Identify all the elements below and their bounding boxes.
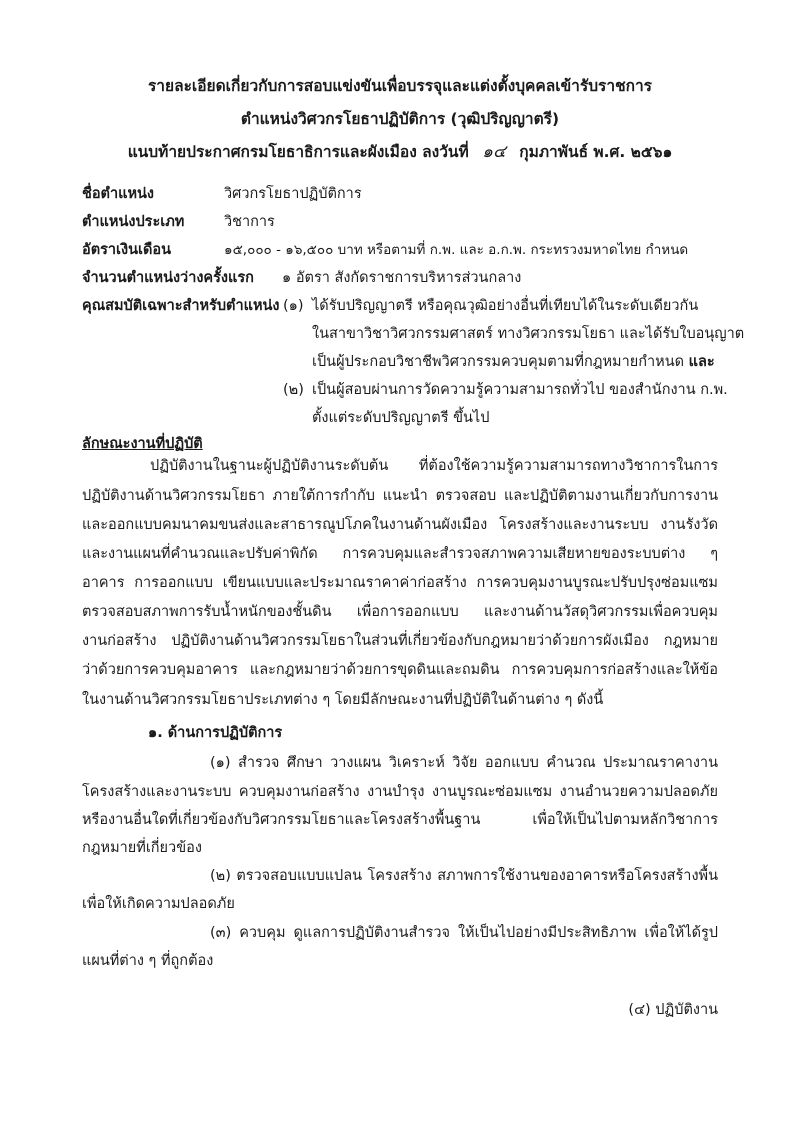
title-line-3: [0, 138, 800, 166]
qualification-2-line-2: ตั้งแต่ระดับปริญญาตรี ขึ้นไป: [312, 410, 490, 426]
duties-paragraph-line: อาคาร การออกแบบ เขียนแบบและประมาณราคาค่าก่อสร้าง การควบคุมงานบูรณะปรับปรุงซ่อมแซม: [82, 575, 718, 591]
field-label-vacancies: จำนวนตำแหน่งว่างครั้งแรก: [82, 270, 254, 286]
field-value-salary: ๑๕,๐๐๐ - ๑๖,๕๐๐ บาท หรือตามที่ ก.พ. และ อ.ก.พ. กระทรวงมหาดไทย กำหนด: [224, 242, 689, 258]
duties-heading: ลักษณะงานที่ปฏิบัติ: [82, 436, 203, 452]
section-1-item-3-line: (๓) ควบคุม ดูแลการปฏิบัติงานสำรวจ ให้เป็นไปอย่างมีประสิทธิภาพ เพื่อให้ได้รูป: [210, 925, 718, 941]
field-value-vacancies: ๑ อัตรา สังกัดราชการบริหารส่วนกลาง: [282, 270, 522, 286]
handwritten-day: ๑๔: [482, 142, 506, 162]
field-label-type: ตำแหน่งประเภท: [82, 214, 185, 230]
page-continuation: (๔) ปฏิบัติงาน: [628, 1002, 718, 1018]
duties-paragraph-line: ปฏิบัติงานด้านวิศวกรรมโยธา ภายใต้การกำกับ แนะนำ ตรวจสอบ และปฏิบัติตามงานเกี่ยวกับการงาน: [82, 488, 718, 504]
field-label-salary: อัตราเงินเดือน: [82, 242, 171, 258]
duties-paragraph-line: งานก่อสร้าง ปฏิบัติงานด้านวิศวกรรมโยธาในส่วนที่เกี่ยวข้องกับกฎหมายว่าด้วยการผังเมือง กฎหมาย: [82, 633, 718, 649]
section-1-item-3-line: แผนที่ต่าง ๆ ที่ถูกต้อง: [82, 953, 214, 969]
section-1-heading: ๑. ด้านการปฏิบัติการ: [148, 725, 283, 741]
section-1-item-1-line: กฎหมายที่เกี่ยวข้อง: [82, 840, 202, 856]
duties-paragraph-line: และออกแบบคมนาคมขนส่งและสาธารณูปโภคในงานด้านผังเมือง โครงสร้างและงานระบบ งานรังวัด: [82, 517, 718, 533]
title-annex-text: แนบท้ายประกาศกรมโยธาธิการและผังเมือง ลงวันที่: [127, 143, 469, 161]
section-1-item-1-line: โครงสร้างและงานระบบ ควบคุมงานก่อสร้าง งานบำรุง งานบูรณะซ่อมแซม งานอำนวยความปลอดภัย: [82, 784, 718, 800]
qualification-conjunction: และ: [688, 354, 715, 370]
field-value-position: วิศวกรโยธาปฏิบัติการ: [224, 186, 362, 202]
section-1-item-1-line: หรืองานอื่นใดที่เกี่ยวข้องกับวิศวกรรมโยธาและโครงสร้างพื้นฐาน เพื่อให้เป็นไปตามหลักวิชาการ: [82, 812, 718, 828]
section-1-item-2-line: เพื่อให้เกิดความปลอดภัย: [82, 896, 235, 912]
qualification-1-line-3-text: เป็นผู้ประกอบวิชาชีพวิศวกรรมควบคุมตามที่กฎหมายกำหนด: [312, 354, 685, 370]
qualification-1-line-2: ในสาขาวิชาวิศวกรรมศาสตร์ ทางวิศวกรรมโยธา และได้รับใบอนุญาต: [312, 326, 745, 342]
qualification-1-line-3: [312, 348, 715, 376]
duties-paragraph-line: ตรวจสอบสภาพการรับน้ำหนักของชั้นดิน เพื่อการออกแบบ และงานด้านวัสดุวิศวกรรมเพื่อควบคุม: [82, 604, 718, 620]
qualification-1-line-1: ได้รับปริญญาตรี หรือคุณวุฒิอย่างอื่นที่เทียบได้ในระดับเดียวกัน: [312, 298, 699, 314]
duties-paragraph-line: ในงานด้านวิศวกรรมโยธาประเภทต่าง ๆ โดยมีลักษณะงานที่ปฏิบัติในด้านต่าง ๆ ดังนี้: [82, 692, 604, 708]
duties-paragraph-line: และงานแผนที่คำนวณและปรับค่าพิกัด การควบคุมและสำรวจสภาพความเสียหายของระบบต่าง ๆ: [82, 546, 718, 562]
qualifications-label: คุณสมบัติเฉพาะสำหรับตำแหน่ง: [82, 298, 280, 314]
duties-paragraph-line: ว่าด้วยการควบคุมอาคาร และกฎหมายว่าด้วยการขุดดินและถมดิน การควบคุมการก่อสร้างและให้ข้อ: [82, 662, 718, 678]
qualification-2-line-1: เป็นผู้สอบผ่านการวัดความรู้ความสามารถทั่วไป ของสำนักงาน ก.พ.: [312, 382, 728, 398]
title-date-text: กุมภาพันธ์ พ.ศ. ๒๕๖๑: [519, 143, 673, 161]
title-line-2: ตำแหน่งวิศวกรโยธาปฏิบัติการ (วุฒิปริญญาตรี): [240, 110, 560, 128]
qualification-number-2: (๒): [283, 382, 304, 398]
title-line-1: รายละเอียดเกี่ยวกับการสอบแข่งขันเพื่อบรรจุและแต่งตั้งบุคคลเข้ารับราชการ: [147, 77, 652, 95]
qualification-number-1: (๑): [283, 298, 304, 314]
field-value-type: วิชาการ: [224, 214, 275, 230]
section-1-item-2-line: (๒) ตรวจสอบแบบแปลน โครงสร้าง สภาพการใช้งานของอาคารหรือโครงสร้างพื้น: [210, 868, 718, 884]
field-label-position: ชื่อตำแหน่ง: [82, 186, 155, 202]
duties-paragraph-line: ปฏิบัติงานในฐานะผู้ปฏิบัติงานระดับต้น ที่ต้องใช้ความรู้ความสามารถทางวิชาการในการ: [150, 458, 718, 474]
section-1-item-1-line: (๑) สำรวจ ศึกษา วางแผน วิเคราะห์ วิจัย ออกแบบ คำนวณ ประมาณราคางาน: [210, 755, 718, 771]
